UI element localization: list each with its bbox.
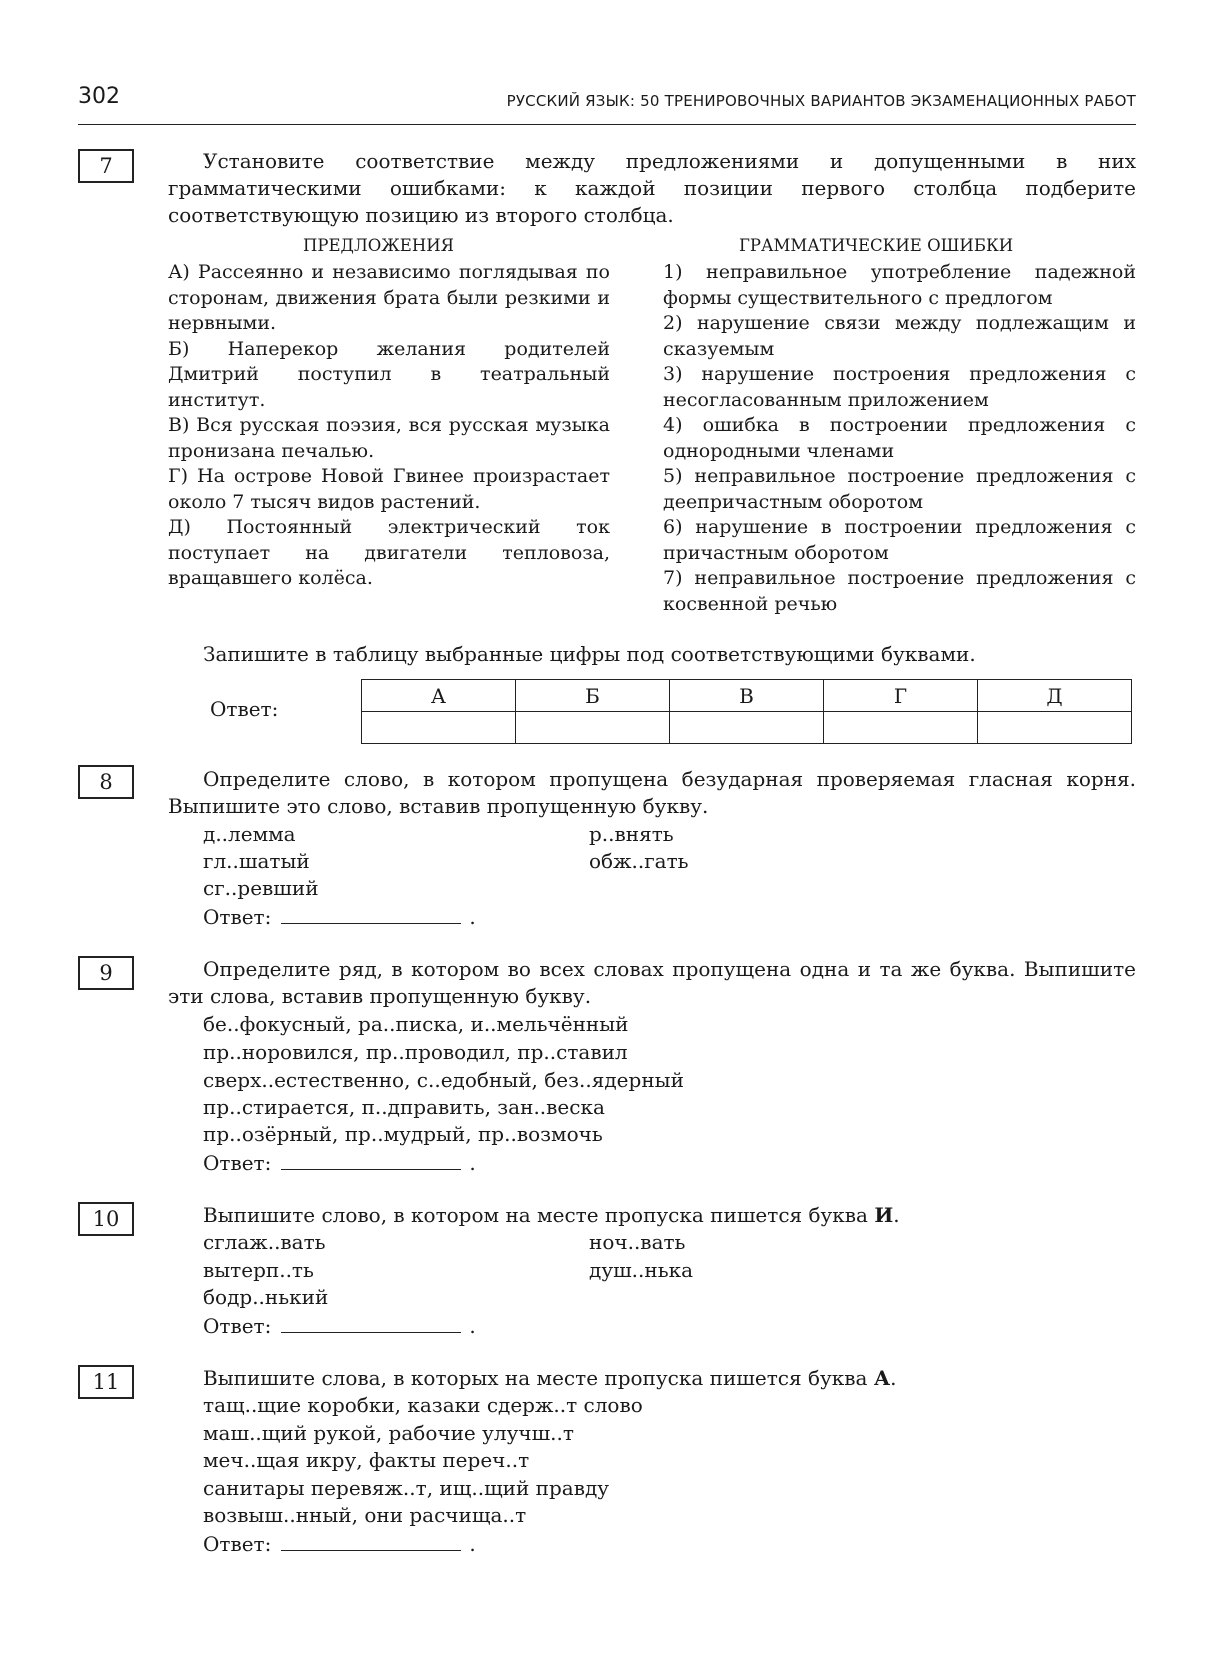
word-row: маш..щий рукой, рабочие улучш..т (203, 1421, 574, 1445)
answer-label: Ответ: (203, 1151, 272, 1175)
answer-cell-g[interactable] (824, 712, 978, 744)
error-item: 3) нарушение построения предложения с несогласованным приложением (663, 363, 1136, 411)
error-item: 7) неправильное построение предложения с косвенной речью (663, 567, 1136, 615)
answer-cell-d[interactable] (978, 712, 1132, 744)
answer-row (203, 905, 476, 929)
word-row: тащ..щие коробки, казаки сдерж..т слово (203, 1393, 643, 1417)
instruction-letter: И (874, 1203, 894, 1227)
word-option: р..внять (589, 822, 674, 846)
task-number-badge: 7 (78, 149, 134, 183)
sentence-item: Д) Постоянный электрический ток поступает на двигатели тепловоза, вращавшего колёса. (168, 516, 610, 589)
word-option: сг..ревший (203, 876, 319, 900)
answer-table-letter: Г (824, 680, 978, 712)
column-header-sentences: ПРЕДЛОЖЕНИЯ (303, 236, 454, 255)
answer-cell-v[interactable] (670, 712, 824, 744)
answer-label: Ответ: (210, 697, 279, 721)
task-number-badge: 9 (78, 956, 134, 990)
error-item: 5) неправильное построение предложения с деепричастным оборотом (663, 465, 1136, 513)
page-number: 302 (78, 84, 120, 109)
answer-table-letter: Д (978, 680, 1132, 712)
word-row: санитары перевяж..т, ищ..щий правду (203, 1476, 610, 1500)
word-row: бе..фокусный, ра..писка, и..мельчённый (203, 1012, 629, 1036)
errors-column (663, 260, 1136, 617)
word-option: сглаж..вать (203, 1230, 326, 1254)
error-item: 1) неправильное употребление падежной формы существительного с предлогом (663, 261, 1136, 309)
instruction-text: Выпишите слово, в котором на месте пропуска пишется буква (203, 1203, 875, 1227)
answer-period: . (469, 1532, 476, 1556)
answer-period: . (469, 1314, 476, 1338)
instruction-text: Выпишите слова, в которых на месте пропуска пишется буква (203, 1366, 874, 1390)
sentences-column (168, 260, 610, 592)
answer-row (203, 1151, 476, 1175)
word-row: меч..щая икру, факты переч..т (203, 1448, 530, 1472)
sentence-item: Б) Наперекор желания родителей Дмитрий поступил в театральный институт. (168, 337, 610, 411)
answer-blank[interactable] (281, 1549, 461, 1551)
word-option: гл..шатый (203, 849, 310, 873)
word-option: ноч..вать (589, 1230, 686, 1254)
answer-cell-a[interactable] (362, 712, 516, 744)
word-row: пр..стирается, п..дправить, зан..веска (203, 1095, 605, 1119)
word-row: возвыш..нный, они расчища..т (203, 1503, 527, 1527)
task-number-badge: 10 (78, 1202, 134, 1236)
sentence-item: Г) На острове Новой Гвинее произрастает около 7 тысяч видов растений. (168, 465, 610, 513)
answer-cell-b[interactable] (516, 712, 670, 744)
task-instruction: Определите ряд, в котором во всех словах пропущена одна и та же буква. Выпишите эти слова, вставив пропущенную букву. (168, 957, 1136, 1008)
answer-label: Ответ: (203, 1314, 272, 1338)
error-item: 2) нарушение связи между подлежащим и сказуемым (663, 312, 1136, 360)
answer-table-letter: А (362, 680, 516, 712)
task-number-badge: 11 (78, 1365, 134, 1399)
word-row: пр..норовился, пр..проводил, пр..ставил (203, 1040, 628, 1064)
answer-blank[interactable] (281, 922, 461, 924)
task-instruction (203, 1203, 900, 1227)
header-divider (78, 124, 1136, 125)
sentence-item: А) Рассеянно и независимо поглядывая по сторонам, движения брата были резкими и нервными. (168, 261, 610, 334)
word-row: пр..озёрный, пр..мудрый, пр..возмочь (203, 1122, 603, 1146)
running-header: РУССКИЙ ЯЗЫК: 50 ТРЕНИРОВОЧНЫХ ВАРИАНТОВ ЭКЗАМЕНАЦИОННЫХ РАБОТ (506, 92, 1136, 110)
answer-label: Ответ: (203, 905, 272, 929)
answer-blank[interactable] (281, 1168, 461, 1170)
answer-row (203, 1314, 476, 1338)
answer-period: . (469, 1151, 476, 1175)
answer-table (361, 679, 1132, 744)
answer-period: . (469, 905, 476, 929)
error-item: 6) нарушение в построении предложения с причастным оборотом (663, 516, 1136, 564)
task-instruction: Установите соответствие между предложениями и допущенными в них грамматическими ошибками: к каждой позиции первого столбца подберите соответствующую позицию из второго столбца. (168, 149, 1136, 227)
word-option: д..лемма (203, 822, 296, 846)
task-instruction: Определите слово, в котором пропущена безударная проверяемая гласная корня. Выпишите это слово, вставив пропущенную букву. (168, 767, 1136, 818)
task-number-badge: 8 (78, 765, 134, 799)
instruction-letter: А (873, 1366, 891, 1390)
word-option: вытерп..ть (203, 1258, 314, 1282)
answer-row (203, 1532, 476, 1556)
instruction-period: . (890, 1366, 897, 1390)
word-option: обж..гать (589, 849, 689, 873)
sentence-item: В) Вся русская поэзия, вся русская музыка пронизана печалью. (168, 414, 610, 462)
column-header-errors: ГРАММАТИЧЕСКИЕ ОШИБКИ (739, 236, 1014, 255)
word-option: душ..нька (589, 1258, 694, 1282)
word-option: бодр..нький (203, 1285, 329, 1309)
table-instruction: Запишите в таблицу выбранные цифры под соответствующими буквами. (203, 642, 976, 666)
answer-label: Ответ: (203, 1532, 272, 1556)
answer-table-letter: В (670, 680, 824, 712)
task-instruction (203, 1366, 896, 1390)
word-row: сверх..естественно, с..едобный, без..ядерный (203, 1068, 684, 1092)
instruction-period: . (893, 1203, 900, 1227)
answer-table-letter: Б (516, 680, 670, 712)
error-item: 4) ошибка в построении предложения с однородными членами (663, 414, 1136, 462)
answer-blank[interactable] (281, 1331, 461, 1333)
